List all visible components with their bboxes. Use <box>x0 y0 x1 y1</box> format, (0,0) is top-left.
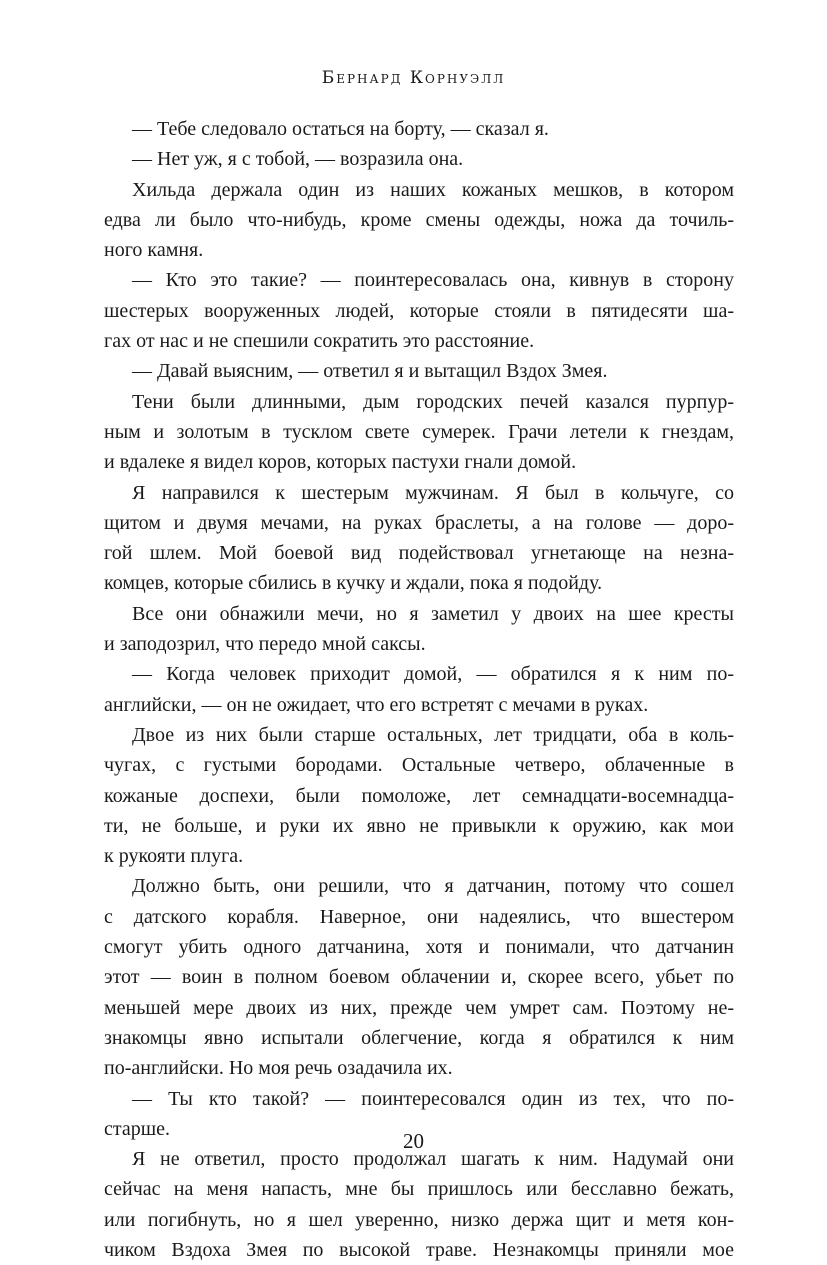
text-line: комцев, которые сбились в кучку и ждали, пока я подойду. <box>104 572 603 595</box>
text-line: смогут убить одного датчанина, хотя и понимали, что датчанин <box>104 936 734 959</box>
text-line: меньшей мере двоих из них, прежде чем умрет сам. Поэтому не- <box>104 996 734 1019</box>
page-number: 20 <box>403 1129 424 1153</box>
text-line: гах от нас и не спешили сократить это расстояние. <box>104 330 535 353</box>
text-line: или погибнуть, но я шел уверенно, низко держа щит и метя кон- <box>104 1208 734 1231</box>
text-line: к рукояти плуга. <box>104 845 244 868</box>
text-line: — Тебе следовало остаться на борту, — сказал я. <box>132 118 549 140</box>
text-line: знакомцы явно испытали облегчение, когда я обратился к ним <box>104 1026 734 1049</box>
text-line: английски, — он не ожидает, что его встретят с мечами в руках. <box>104 693 649 716</box>
text-line: Я направился к шестерым мужчинам. Я был в кольчуге, со <box>132 481 734 504</box>
text-line: кожаные доспехи, были помоложе, лет семнадцати-восемнадца- <box>104 784 734 807</box>
text-line: — Давай выясним, — ответил я и вытащил Вздох Змея. <box>132 360 608 383</box>
text-line: с датского корабля. Наверное, они надеялись, что вшестером <box>104 905 734 928</box>
text-line: этот — воин в полном боевом облачении и, скорее всего, убьет по <box>104 966 734 989</box>
text-line: ным и золотым в тусклом свете сумерек. Грачи летели к гнездам, <box>104 420 734 443</box>
text-line: — Нет уж, я с тобой, — возразила она. <box>132 148 464 171</box>
text-line: Тени были длинными, дым городских печей казался пурпур- <box>132 390 734 413</box>
running-head-author: Бернард Корнуэлл <box>321 68 506 88</box>
text-line: Я не ответил, просто продолжал шагать к ним. Надумай они <box>132 1148 734 1171</box>
text-line: — Когда человек приходит домой, — обратился я к ним по- <box>132 663 734 686</box>
text-line: чиком Вздоха Змея по высокой траве. Незнакомцы приняли мое <box>104 1238 734 1261</box>
text-line: шестерых вооруженных людей, которые стояли в пятидесяти ша- <box>104 299 734 322</box>
text-line: Все они обнажили мечи, но я заметил у двоих на шее кресты <box>132 602 734 625</box>
text-line: по-английски. Но моя речь озадачила их. <box>104 1057 453 1080</box>
text-line: щитом и двумя мечами, на руках браслеты, а на голове — доро- <box>104 511 734 534</box>
text-line: гой шлем. Мой боевой вид подействовал угнетающе на незна- <box>104 542 734 565</box>
body-text <box>104 114 734 1265</box>
text-line: и заподозрил, что передо мной саксы. <box>104 633 426 656</box>
text-line: едва ли было что-нибудь, кроме смены одежды, ножа да точиль- <box>104 208 734 231</box>
text-line: старше. <box>104 1117 171 1140</box>
text-line: Хильда держала один из наших кожаных мешков, в котором <box>132 178 734 201</box>
text-line: и вдалеке я видел коров, которых пастухи гнали домой. <box>104 451 577 474</box>
text-line: ного камня. <box>104 239 204 262</box>
text-line: — Ты кто такой? — поинтересовался один из тех, что по- <box>132 1087 734 1110</box>
text-line: Двое из них были старше остальных, лет тридцати, оба в коль- <box>132 723 734 746</box>
text-line: ти, не больше, и руки их явно не привыкли к оружию, как мои <box>104 814 734 837</box>
text-line: сейчас на меня напасть, мне бы пришлось или бесславно бежать, <box>104 1178 734 1201</box>
text-line: чугах, с густыми бородами. Остальные четверо, облаченные в <box>104 754 734 777</box>
text-line: — Кто это такие? — поинтересовалась она, кивнув в сторону <box>132 269 734 292</box>
text-line: Должно быть, они решили, что я датчанин, потому что сошел <box>132 875 734 898</box>
